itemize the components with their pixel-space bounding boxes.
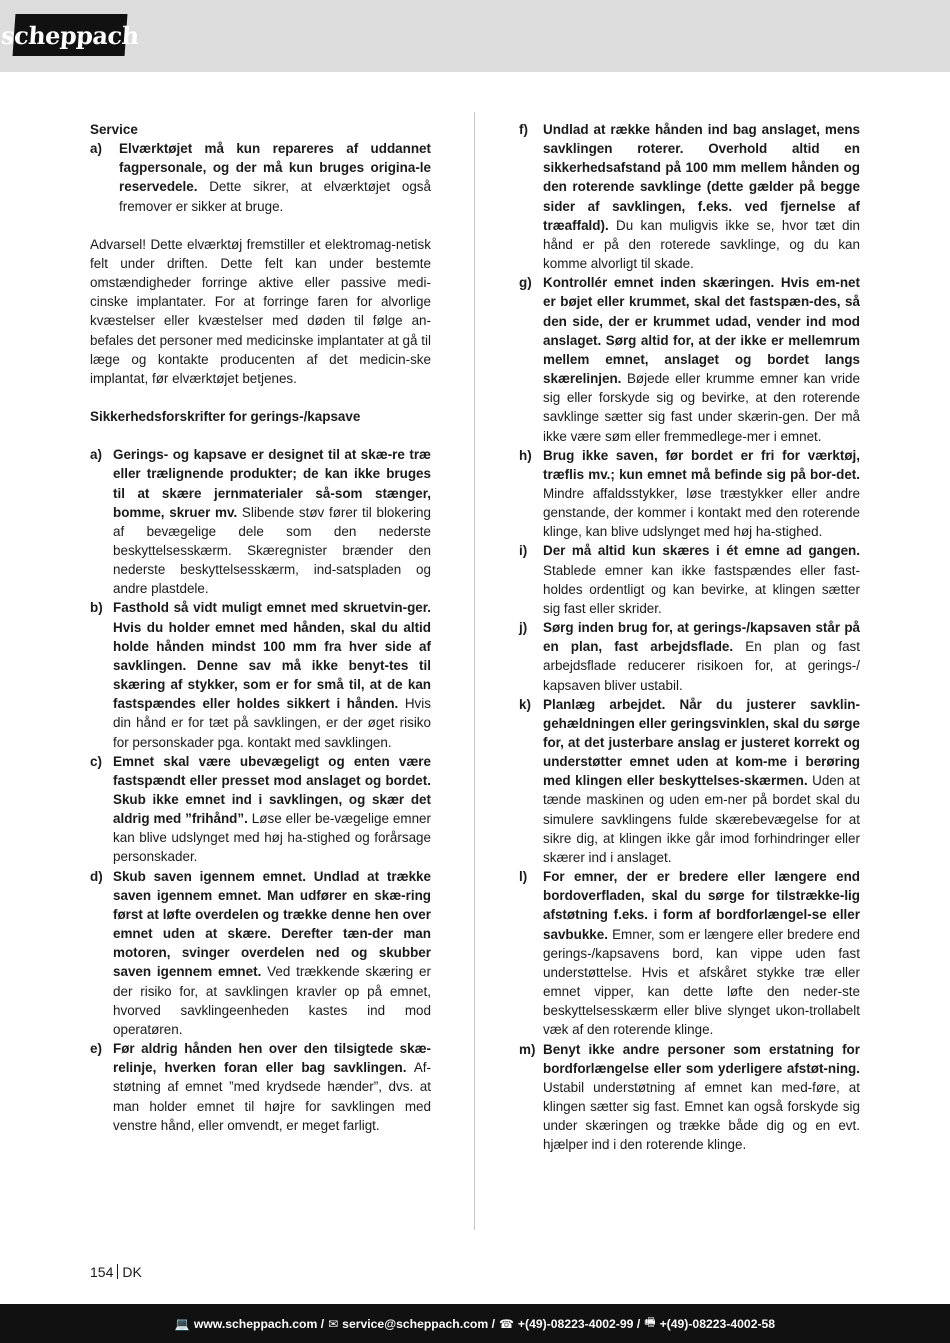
column-divider (474, 112, 475, 1230)
item-label: f) (519, 122, 528, 137)
item-text: Hvis din hånd er for tæt på savklingen, er der øget risiko for personskader pga. kontakt med savklingen. (113, 696, 431, 750)
service-heading: Service (90, 122, 138, 137)
list-item (519, 541, 860, 618)
list-item (90, 1039, 431, 1135)
item-text: Løse eller be-vægelige emner kan blive udslynget med høj ha-stighed og forårsage personskader. (113, 811, 431, 865)
footer-website[interactable]: www.scheppach.com / (193, 1316, 325, 1331)
item-bold-text: Benyt ikke andre personer som erstatning for bordforlængelse eller som yderligere afstøt-ning. (543, 1041, 860, 1076)
item-bold-text: Planlæg arbejdet. Når du justerer savklin-gehældningen eller geringsvinklen, skal du sørge for, at det justerbare anslag er justeret korrekt og understøtter emnet uden at kom-me i berøring med klingen eller beskyttelses-skærmen. (543, 696, 860, 789)
page-language: DK (122, 1264, 142, 1280)
monitor-icon: 💻 (174, 1316, 190, 1331)
item-bold-text: Gerings- og kapsave er designet til at skæ-re træ eller trælignende produkter; de kan ikke bruges til at skære jernmaterialer så-som stænger, bomme, skruer mv. (113, 447, 431, 520)
item-text: Af-støtning af emnet ”med krydsede hænder”, dvs. at man holder emnet til højre for savklingen med venstre hånd, eller omvendt, er meget farligt. (113, 1060, 431, 1133)
list-item (519, 867, 860, 1039)
item-label: c) (90, 753, 102, 769)
fax-icon: 🖷 (644, 1315, 656, 1329)
warning-paragraph: Advarsel! Dette elværktøj fremstiller et elektromag-netisk felt under driften. Dette felt kan under bestemte omstændigheder forringe aktive eller passive medi-cinske implantater. For at forringe faren for alvorlige kvæstelser eller kvæstelser med døden til følge an-befales det personer med medicinske implantater at gå til læge og kontakte producenten af det medicin-ske implantat, før elværktøjet betjenes. (90, 236, 431, 386)
item-label: h) (519, 447, 532, 463)
page-number (90, 1264, 142, 1280)
item-text: Uden at tænde maskinen og uden em-ner på bordet skal du simulere savklingens fulde skærebevægelse for at sikre dig, at klingen ikke går imod forhindringer eller skærer ind i anslaget. (543, 773, 860, 865)
logo-text: scheppach (0, 20, 140, 50)
item-label: k) (519, 696, 531, 712)
list-item (519, 273, 860, 445)
item-bold-text: Emnet skal være ubevægeligt og enten være fastspændt eller presset mod anslaget og bordet. Skub ikke emnet ind i savklingen, og skær det aldrig med ”frihånd”. (113, 753, 431, 827)
item-bold-text: Før aldrig hånden hen over den tilsigtede skæ-relinje, hverken foran eller bag savklingen. (113, 1041, 431, 1076)
item-label: e) (90, 1041, 102, 1057)
item-bold-text: Elværktøjet må kun repareres af uddannet fagpersonale, og der må kun bruges origina-le reservedele. (119, 141, 431, 195)
service-list (90, 139, 431, 216)
item-text: Mindre affaldsstykker, løse træstykker eller andre genstande, der kommer i kontakt med den roterende klinge, kan blive udslynget med høj ha-stighed. (543, 485, 860, 540)
item-text: Stablede emner kan ikke fastspændes eller fast-holdes ordentligt og kan bevirke, at klingen sætter sig fast eller skrider. (543, 562, 860, 616)
list-item (90, 867, 431, 1039)
item-bold-text: Brug ikke saven, før bordet er fri for værktøj, træflis mv.; kun emnet må befinde sig på bor-det. (543, 447, 860, 482)
item-text: Dette sikrer, at elværktøjet også fremover er sikker at bruge. (119, 179, 431, 214)
list-item (519, 446, 860, 542)
item-text: Slibende støv fører til blokering af bevægelige dele som den nederste beskyttelsesskærm. Skæregnister brænder den nederste beskyttelsesskærm, ind-satspladen og andre plastdele. (113, 504, 431, 597)
item-text: Ved trækkende skæring er der risiko for, at savklingen kravler op på emnet, hvorved savklingeenheden kastes ind mod operatøren. (113, 964, 431, 1037)
list-item (519, 695, 860, 867)
item-text: Ustabil understøtning af emnet kan med-føre, at klingen sætter sig fast. Emnet kan også forskyde sig under skæringen og trække både dig og en evt. hjælper ind i den roterende klinge. (543, 1079, 860, 1153)
footer-email[interactable]: service@scheppach.com / (342, 1316, 495, 1331)
footer-bar (0, 1304, 950, 1343)
item-label: m) (519, 1041, 536, 1057)
item-bold-text: Fasthold så vidt muligt emnet med skruetvin-ger. Hvis du holder emnet med hånden, skal du altid holde hånden mindst 100 mm fra hver side af savklingen. Denne sav må ikke benyt-tes til skæring af stykker, som er for små til, at de kan fastspændes eller holdes sikkert i hånden. (113, 600, 431, 712)
item-text: Emner, som er længere eller bredere end gerings-/kapsavens bord, kan vippe uden fast understøttelse. Hvis et afskåret stykke træ eller emnet vipper, kan dette løfte den neder-ste beskyttelsesskærm eller blive slynget ukon-trollabelt væk af den roterende klinge. (543, 926, 860, 1038)
safety-list-right (519, 120, 860, 1154)
item-bold-text: Der må altid kun skæres i ét emne ad gangen. (543, 543, 860, 559)
list-item (90, 139, 431, 216)
item-text: En plan og fast arbejdsflade reducerer risikoen for, at gerings-/ kapsaven bliver ustabil. (543, 639, 860, 693)
item-label: b) (90, 600, 103, 616)
item-label: l) (519, 869, 528, 885)
item-bold-text: Undlad at række hånden ind bag anslaget, mens savklingen roterer. Overhold altid en sikkerhedsafstand på 100 mm mellem hånden og den roterende savklinge (dette gælder på begge sider af savklingen, f.eks. ved fjernelse af træaffald). (543, 122, 860, 233)
item-bold-text: Skub saven igennem emnet. Undlad at trække saven igennem emnet. Man udfører en skæ-ring først at løfte overdelen og trække denne hen over emnet uden at skære. Derefter tæn-der man motoren, svinger overdelen ned og skubber saven igennem emnet. (113, 868, 431, 980)
item-label: a) (90, 447, 102, 463)
page-number-value: 154 (90, 1264, 114, 1280)
phone-icon: ☎ (498, 1316, 514, 1331)
item-bold-text: Sørg inden brug for, at gerings-/kapsaven står på en plan, fast arbejdsflade. (543, 620, 860, 655)
footer-fax: +(49)-08223-4002-58 (659, 1316, 776, 1331)
mail-icon: ✉ (328, 1316, 339, 1331)
item-text: Du kan muligvis ikke se, hvor tæt din hånd er på den roterede savklinge, og du kan komme alvorligt til skade. (543, 217, 860, 272)
list-item (519, 1040, 860, 1155)
list-item (90, 445, 431, 598)
right-column (519, 120, 860, 1154)
left-column (90, 120, 431, 1135)
header-band (0, 0, 950, 72)
item-label: a) (90, 141, 102, 157)
brand-logo (0, 14, 140, 56)
safety-heading: Sikkerhedsforskrifter for gerings-/kapsave (90, 409, 361, 425)
footer-phone: +(49)-08223-4002-99 / (517, 1316, 641, 1331)
item-label: g) (519, 275, 532, 291)
item-text: Bøjede eller krumme emner kan vride sig eller forskyde sig og bevirke, at den roterende savklinge sætter sig fast under skærin-gen. Der må ikke være søm eller fremmedlege-mer i emnet. (543, 371, 860, 444)
item-label: j) (519, 620, 528, 636)
list-item (90, 752, 431, 867)
list-item (90, 598, 431, 751)
list-item (519, 618, 860, 695)
item-bold-text: For emner, der er bredere eller længere end bordoverfladen, skal du sørge for tilstrække-lig afstøtning f.eks. i form af bordforlængel-se eller savbukke. (543, 869, 860, 942)
item-label: d) (90, 868, 103, 884)
list-item (519, 120, 860, 273)
item-label: i) (519, 543, 528, 559)
page-separator (117, 1264, 118, 1279)
safety-list-left (90, 445, 431, 1135)
item-bold-text: Kontrollér emnet inden skæringen. Hvis em-net er bøjet eller krummet, skal det fastspæn-des, så den side, der er krummet udad, vender ind mod anslaget. Sørg altid for, at der ikke er mellemrum mellem emnet, anslaget og bordet langs skærelinjen. (543, 275, 860, 387)
